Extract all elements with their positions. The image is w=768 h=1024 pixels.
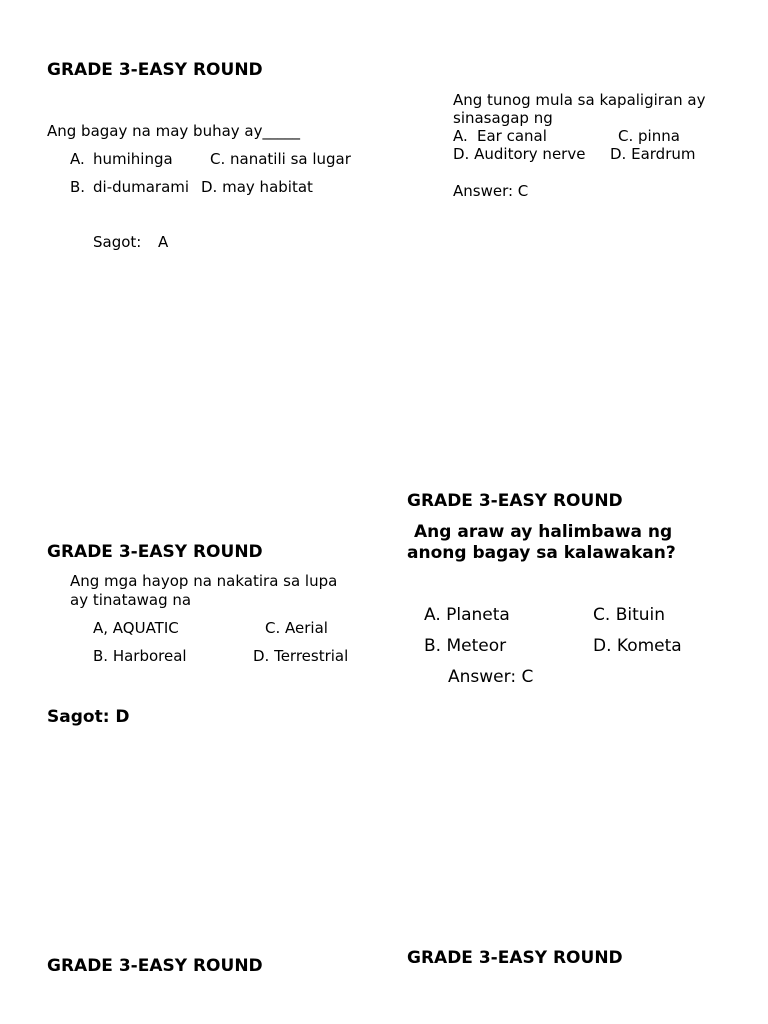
card4-option-b: B. Harboreal bbox=[93, 647, 187, 665]
card3-option-c: C. Bituin bbox=[593, 605, 666, 625]
card2-option-d1: D. Auditory nerve bbox=[453, 145, 586, 163]
card5-heading: GRADE 3-EASY ROUND bbox=[47, 956, 263, 976]
card2-option-a: Ear canal bbox=[477, 127, 547, 145]
card3-heading: GRADE 3-EASY ROUND bbox=[407, 491, 623, 511]
card3-question-line2: anong bagay sa kalawakan? bbox=[407, 543, 676, 563]
card4-heading: GRADE 3-EASY ROUND bbox=[47, 542, 263, 562]
card3-option-a: A. Planeta bbox=[424, 605, 510, 625]
card1-answer-label: Sagot: bbox=[93, 233, 142, 251]
card1-option-d: D. may habitat bbox=[201, 178, 313, 196]
card1-option-c: C. nanatili sa lugar bbox=[210, 150, 351, 168]
card4-answer: Sagot: D bbox=[47, 707, 130, 727]
card2-option-a-letter: A. bbox=[453, 127, 468, 145]
card1-option-b-letter: B. bbox=[70, 178, 86, 196]
card3-question-line1: Ang araw ay halimbawa ng bbox=[414, 522, 673, 542]
card4-option-c: C. Aerial bbox=[265, 619, 328, 637]
card6-heading: GRADE 3-EASY ROUND bbox=[407, 948, 623, 968]
card4-question-line2: ay tinatawag na bbox=[70, 591, 192, 609]
card2-answer: Answer: C bbox=[453, 182, 529, 200]
card3-answer: Answer: C bbox=[448, 667, 534, 687]
card4-option-d: D. Terrestrial bbox=[253, 647, 349, 665]
card3-option-d: D. Kometa bbox=[593, 636, 682, 656]
card1-answer-value: A bbox=[158, 233, 169, 251]
card1-heading: GRADE 3-EASY ROUND bbox=[47, 60, 263, 80]
card2-option-c: C. pinna bbox=[618, 127, 680, 145]
card2-question-line1: Ang tunog mula sa kapaligiran ay bbox=[453, 91, 706, 109]
card4-question-line1: Ang mga hayop na nakatira sa lupa bbox=[70, 572, 338, 590]
card1-question: Ang bagay na may buhay ay_____ bbox=[47, 122, 300, 140]
card3-option-b: B. Meteor bbox=[424, 636, 507, 656]
card2-question-line2: sinasagap ng bbox=[453, 109, 553, 127]
card2-option-d2: D. Eardrum bbox=[610, 145, 696, 163]
card1-option-a-letter: A. bbox=[70, 150, 85, 168]
card1-option-b: di-dumarami bbox=[93, 178, 190, 196]
card4-option-a: A, AQUATIC bbox=[93, 619, 179, 637]
card1-option-a: humihinga bbox=[93, 150, 173, 168]
